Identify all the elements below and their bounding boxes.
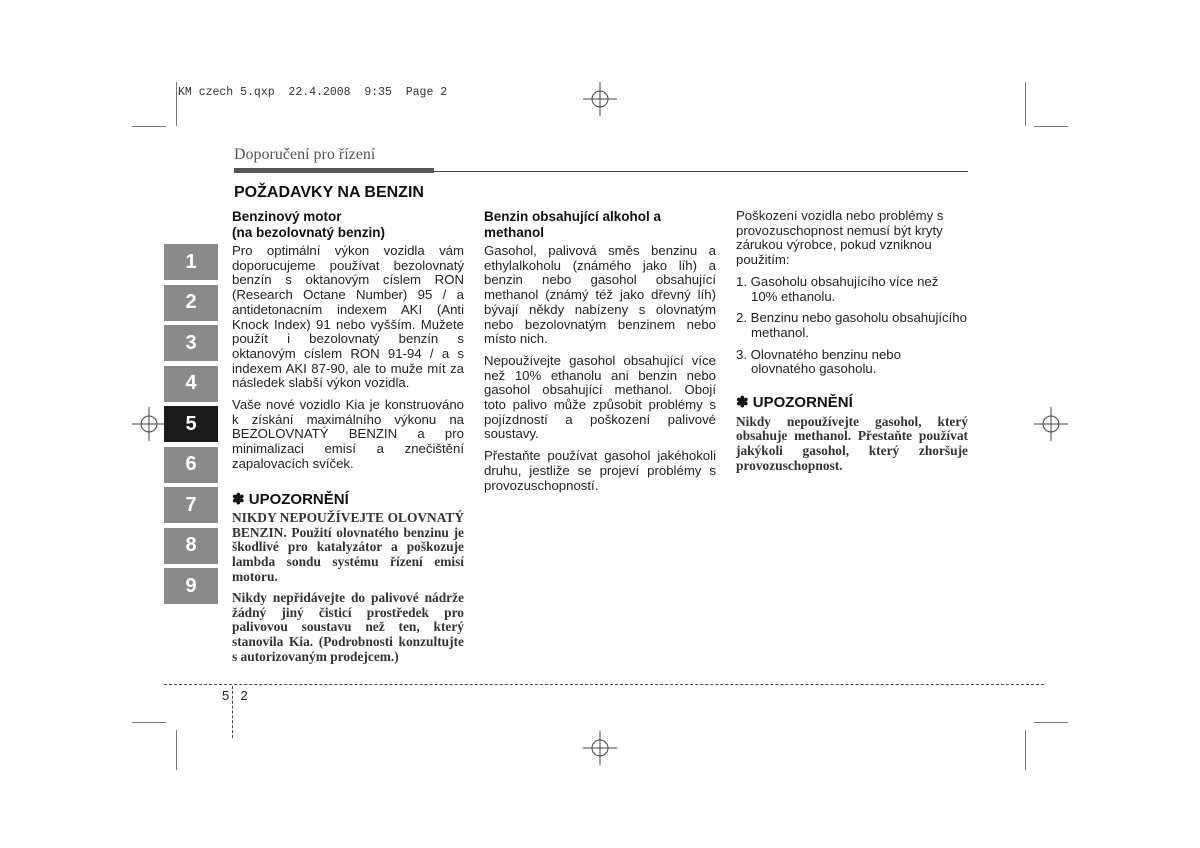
chapter-tab-2[interactable]: 2 — [164, 285, 218, 321]
chapter-tab-7[interactable]: 7 — [164, 487, 218, 523]
page-number-page: 2 — [240, 688, 248, 703]
registration-mark-icon — [583, 82, 617, 116]
paragraph: Nepoužívejte gasohol obsahující více než 10% ethanolu ani benzin nebo gasohol obsahující methanol. Obojí toto palivo může způsobit problémy s pojízdností a poškození palivové soustavy. — [484, 352, 716, 442]
column-2 — [484, 209, 716, 500]
subsection-heading: Benzinový motor (na bezolovnatý benzin) — [232, 209, 386, 240]
column-1 — [232, 209, 464, 671]
list-item: 1. Gasoholu obsahujícího více než 10% ethanolu. — [736, 273, 939, 304]
crop-mark — [1034, 722, 1068, 723]
list-item: 3. Olovnatého benzinu nebo olovnatého gasoholu. — [736, 346, 901, 377]
paragraph: Poškození vozidla nebo problémy s provozuschopnost nemusí být kryty zárukou výrobce, pokud vzniknou použitím: — [736, 208, 944, 268]
chapter-tab-8[interactable]: 8 — [164, 528, 218, 564]
caution-title: ✽ UPOZORNĚNÍ — [232, 490, 349, 508]
section-title: POŽADAVKY NA BENZIN — [234, 184, 424, 201]
chapter-tab-4[interactable]: 4 — [164, 366, 218, 402]
print-slug: KM czech 5.qxp 22.4.2008 9:35 Page 2 — [178, 86, 448, 99]
chapter-tabs — [164, 244, 218, 609]
paragraph: Vaše nové vozidlo Kia je konstruováno k získání maximálního výkonu na BEZOLOVNATÝ BENZIN a pro minimalizaci emisí a znečištění zapalovacích svíček. — [232, 397, 464, 471]
registration-mark-icon — [583, 731, 617, 765]
caution-text: Nikdy nepoužívejte gasohol, který obsahuje methanol. Přestaňte používat jakýkoli gasohol, který zhoršuje provozuschopnost. — [736, 413, 968, 473]
chapter-tab-9[interactable]: 9 — [164, 568, 218, 604]
page-number — [222, 688, 248, 703]
chapter-tab-3[interactable]: 3 — [164, 325, 218, 361]
crop-mark — [176, 730, 177, 770]
paragraph: Přestaňte používat gasohol jakéhokoli druhu, jestliže se projeví problémy s provozuschopností. — [484, 448, 716, 493]
running-header: Doporučení pro řízení — [234, 146, 376, 163]
chapter-tab-6[interactable]: 6 — [164, 447, 218, 483]
list-item: 2. Benzinu nebo gasoholu obsahujícího methanol. — [736, 310, 967, 340]
crop-mark — [1025, 730, 1026, 770]
crop-mark — [1034, 126, 1068, 127]
crop-mark — [132, 722, 166, 723]
crop-mark — [176, 82, 177, 126]
page-number-chapter: 5 — [222, 688, 230, 703]
crop-mark — [1025, 82, 1026, 126]
paragraph: Gasohol, palivová směs benzinu a ethylalkoholu (známého jako líh) a benzin nebo gasohol obsahující methanol (známý též jako dřevný líh) bývají někdy nabízeny s olovnatým nebo bezolovnatým benzinem nebo místo nich. — [484, 243, 716, 347]
registration-mark-icon — [1034, 407, 1068, 441]
header-rule-accent — [234, 168, 434, 173]
subsection-heading: Benzin obsahující alkohol a methanol — [484, 209, 662, 240]
caution-text: Nikdy nepřidávejte do palivové nádrže žádný jiný čisticí prostředek pro palivovou soustavu než ten, který stanovila Kia. (Podrobnosti konzultujte s autorizovaným prodejcem.) — [232, 590, 464, 664]
crop-mark — [132, 126, 166, 127]
registration-mark-icon — [132, 407, 166, 441]
column-3 — [736, 209, 968, 480]
chapter-tab-1[interactable]: 1 — [164, 244, 218, 280]
footer-rule — [164, 684, 1044, 685]
chapter-tab-5[interactable]: 5 — [164, 406, 218, 442]
caution-title: ✽ UPOZORNĚNÍ — [736, 394, 853, 412]
paragraph: Pro optimální výkon vozidla vám doporucujeme používat bezolovnatý benzín s oktanovým císlem RON (Research Octane Number) 95 / a antidetonacním indexem AKI (Anti Knock Index) 91 nebo vyšším. Mužete použít i bezolovnatý benzín s oktanovým císlem RON 91-94 / a s indexem AKI 87-90, ale to muže mít za následek slabší výkon vozidla. — [232, 243, 464, 391]
caution-text: NIKDY NEPOUŽÍVEJTE OLOVNATÝ BENZIN. Použití olovnatého benzinu je škodlivé pro katalyzátor a poškozuje lambda sondu systému řízení emisí motoru. — [232, 510, 464, 584]
